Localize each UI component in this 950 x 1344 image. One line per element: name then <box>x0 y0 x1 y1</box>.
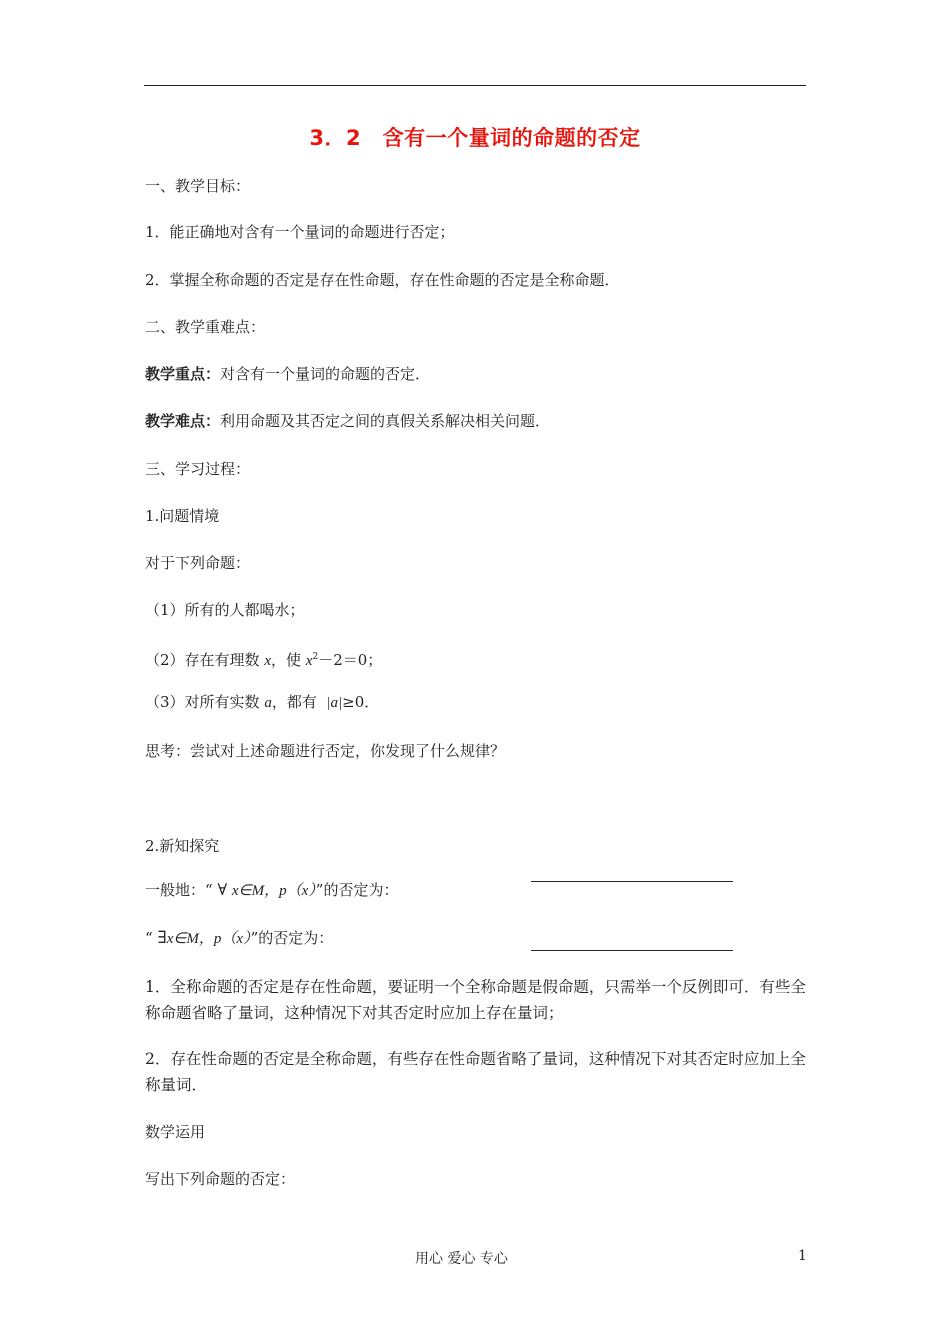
forall-symbol: ∀ <box>217 880 228 899</box>
key-point <box>145 364 430 384</box>
application-heading: 数学运用 <box>145 1123 206 1141</box>
page-title: 3．2 含有一个量词的命题的否定 <box>309 126 641 150</box>
proposition-1: （1）所有的人都喝水； <box>145 601 305 619</box>
new-knowledge-heading: 2.新知探究 <box>145 837 220 855</box>
exists-symbol: ∃ <box>157 928 167 948</box>
footer-slogan: 用心 爱心 专心 <box>415 1251 508 1267</box>
exercise-prompt: 写出下列命题的否定： <box>145 1170 296 1188</box>
forall-negation-statement: 一般地：“ ∀ x∈M，p（x）”的否定为： <box>145 880 399 899</box>
answer-blank-2[interactable] <box>531 950 733 951</box>
difficult-point-label: 教学难点： <box>145 412 221 430</box>
problem-situation-heading: 1.问题情境 <box>145 507 220 525</box>
process-heading: 三、学习过程： <box>145 460 251 478</box>
objectives-heading: 一、教学目标： <box>145 177 251 195</box>
difficult-point <box>145 411 550 431</box>
key-point-text: 对含有一个量词的命题的否定． <box>220 365 431 383</box>
rule-1: 1．全称命题的否定是存在性命题，要证明一个全称命题是假命题，只需举一个反例即可．有些全称命题省略了量词，这种情况下对其否定时应加上存在量词； <box>145 978 806 1022</box>
think-question: 思考：尝试对上述命题进行否定，你发现了什么规律？ <box>145 742 506 760</box>
difficult-point-text: 利用命题及其否定之间的真假关系解决相关问题． <box>220 412 551 430</box>
propositions-intro: 对于下列命题： <box>145 554 251 572</box>
proposition-3: （3）对所有实数 a，都有 |a|≥0． <box>145 693 380 711</box>
rule-2: 2．存在性命题的否定是全称命题，有些存在性命题省略了量词，这种情况下对其否定时应加上全称量词． <box>145 1050 806 1094</box>
key-point-label: 教学重点： <box>145 365 221 383</box>
answer-blank-1[interactable] <box>531 881 733 882</box>
page-number: 1 <box>798 1248 807 1264</box>
proposition-2: （2）存在有理数 x，使 $x^2-2=0$； <box>145 651 383 669</box>
objective-item-1: 1．能正确地对含有一个量词的命题进行否定； <box>145 223 455 241</box>
objective-item-2: 2．掌握全称命题的否定是存在性命题，存在性命题的否定是全称命题． <box>145 271 620 289</box>
exists-negation-statement: “ ∃x∈M，p（x）”的否定为： <box>145 928 334 948</box>
key-points-heading: 二、教学重难点： <box>145 318 266 336</box>
header-rule <box>144 85 806 86</box>
